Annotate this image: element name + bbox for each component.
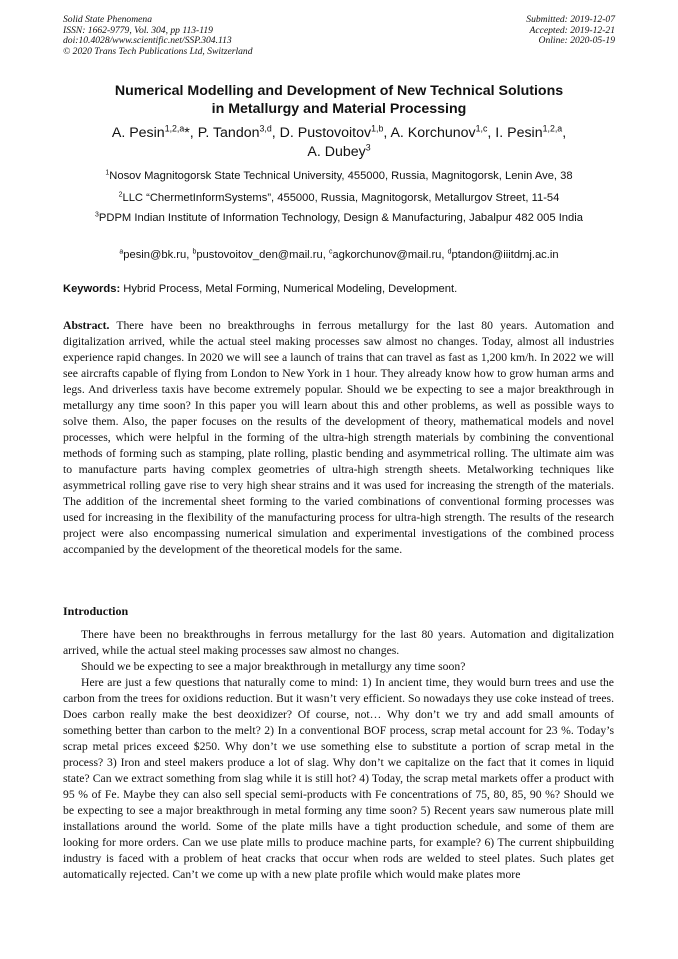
affiliation-3	[40, 211, 638, 226]
author-affil-sup: 1,b	[371, 123, 384, 134]
email-link[interactable]: agkorchunov@mail.ru,	[332, 249, 448, 261]
author-sep: ,	[383, 125, 391, 141]
date-accepted: Accepted: 2019-12-21	[529, 24, 615, 36]
journal-header	[63, 15, 253, 57]
title-line-2: in Metallurgy and Material Processing	[211, 101, 467, 117]
author-affil-sup: 1,c	[475, 123, 488, 134]
date-online: Online: 2020-05-19	[538, 35, 615, 47]
abstract-label: Abstract.	[63, 319, 110, 332]
abstract	[63, 318, 614, 558]
author-name: D. Pustovoitov	[279, 125, 372, 141]
author-name: P. Tandon	[197, 125, 260, 141]
author-sep: ,	[562, 125, 567, 141]
email-sup: b	[192, 248, 197, 256]
paragraph: There have been no breakthroughs in ferrous metallurgy for the last 80 years. Automation and digitalization arrived, while the actual steel making processes saw almost no changes.	[63, 628, 614, 657]
paper-title	[40, 82, 638, 118]
author-affil-sup: 1,2,a	[164, 123, 185, 134]
section-heading-introduction: Introduction	[63, 604, 129, 618]
email-sup: a	[119, 248, 124, 256]
author-list	[40, 124, 638, 162]
affiliation-text: LLC “ChermetInformSystems”, 455000, Russia, Magnitogorsk, Metallurgov Street, 11-54	[122, 192, 560, 204]
email-sup: d	[447, 248, 452, 256]
author-name: A. Pesin	[111, 125, 165, 141]
affiliation-text: PDPM Indian Institute of Information Technology, Design & Manufacturing, Jabalpur 482 005 India	[98, 212, 583, 224]
author-affil-sup: 1,2,a	[542, 123, 563, 134]
date-submitted: Submitted: 2019-12-07	[526, 14, 615, 25]
journal-doi: doi:10.4028/www.scientific.net/SSP.304.113	[63, 35, 232, 47]
author-sep: ,	[487, 125, 496, 141]
keywords	[63, 282, 457, 296]
dates-header	[526, 15, 615, 47]
author-affil-sup: 3	[365, 142, 371, 153]
author-name: A. Dubey	[307, 144, 366, 160]
title-line-1: Numerical Modelling and Development of New Technical Solutions	[114, 83, 564, 99]
affiliation-2	[40, 191, 638, 206]
email-link[interactable]: pesin@bk.ru,	[123, 249, 193, 261]
keywords-label: Keywords:	[63, 283, 121, 295]
author-name: A. Korchunov	[390, 125, 476, 141]
author-sep: *,	[184, 125, 198, 141]
journal-name: Solid State Phenomena	[63, 14, 152, 25]
email-link[interactable]: pustovoitov_den@mail.ru,	[196, 249, 329, 261]
affiliation-num: 1	[105, 169, 110, 177]
paragraph: Here are just a few questions that naturally come to mind: 1) In ancient time, they would burn trees and use the carbon from the trees for oxidions reduction. But it wasn’t very efficient. So nowadays they use coke instead of trees. Does carbon really make the best deoxidizer? Of course, not… Why don’t we try and add small amounts of something better than carbon to the melt? 2) In a conventional BOF process, scrap metal account for 23 %. Today’s scrap metal prices exceed $250. Why don’t we use something else to substitute a portion of scrap metal in the process? 3) Iron and steel makers produce a lot of slag. Why don’t we capitalize on the fact that it comes in liquid state? Can we extract something from slag while it is still hot? 4) Today, the scrap metal markets offer a product with 95 % of Fe. Maybe they can also sell special semi-products with Fe concentrations of 75, 80, 85, 90 %? Should we be expecting to see a major breakthrough in metal forming any time soon? 5) Recent years saw numerous plate mill installations around the world. Some of the plate mills have a tight production schedule, and some of them are looking for more orders. Can we use plate mills to produce machine parts, for example? 6) The current shipbuilding industry is faced with a problem of heat cracks that occur when rods are welded to steel plates. Such plates get automatically rejected. Can’t we come up with a new plate profile which would make plates more	[63, 676, 614, 881]
email-list	[40, 248, 638, 263]
author-sep: ,	[271, 125, 280, 141]
keywords-text: Hybrid Process, Metal Forming, Numerical Modeling, Development.	[120, 283, 458, 295]
affiliation-num: 2	[118, 191, 123, 199]
email-link[interactable]: ptandon@iiitdmj.ac.in	[451, 249, 559, 261]
affiliation-text: Nosov Magnitogorsk State Technical University, 455000, Russia, Magnitogorsk, Lenin Ave, 38	[109, 170, 573, 182]
journal-copyright: © 2020 Trans Tech Publications Ltd, Switzerland	[63, 45, 253, 57]
email-sup: c	[328, 248, 333, 256]
introduction-body	[63, 627, 614, 883]
author-affil-sup: 3,d	[259, 123, 272, 134]
journal-issn: ISSN: 1662-9779, Vol. 304, pp 113-119	[63, 24, 213, 36]
paragraph: Should we be expecting to see a major breakthrough in metallurgy any time soon?	[81, 660, 466, 673]
abstract-text: There have been no breakthroughs in ferrous metallurgy for the last 80 years. Automation and digitalization arrived, while the actual steel making processes saw almost no changes. Today, almost all industries experience rapid changes. In 2020 we will see a launch of trains that can travel as fast as 1,200 km/h. In 2022 we will see aircrafts capable of flying from London to New York in 1 hour. They already know how to grow human arms and legs. And driverless taxis have become extremely popular. Should we be expecting to see a major breakthrough in metallurgy any time soon? In this paper you will learn about this and other problems, as well as possible ways to solve them. Also, the paper focuses on the results of the development of theory, mathematical models and novel processes, which were helpful in the forming of the ultra-high strength materials by combining the conventional methods of forming such as stamping, plate rolling, plastic bending and asymmetrical rolling. The ultimate aim was to manufacture parts having complex geometries of ultra-high strength sheets. Metalworking techniques like asymmetrical rolling gave rise to very high shear strains and it was used for increasing the strength of the materials. The addition of the incremental sheet forming to the varied combinations of conventional forming processes was used for increasing in the flexibility of the manufacturing process for ultra-high strength. The results of the research project were also encompassing numerical simulation and experimental investigations of the combined process accompanied by the development of the theoretical models for the same.	[63, 319, 614, 556]
affiliation-1	[40, 169, 638, 184]
author-name: I. Pesin	[495, 125, 543, 141]
affiliation-num: 3	[95, 211, 99, 219]
